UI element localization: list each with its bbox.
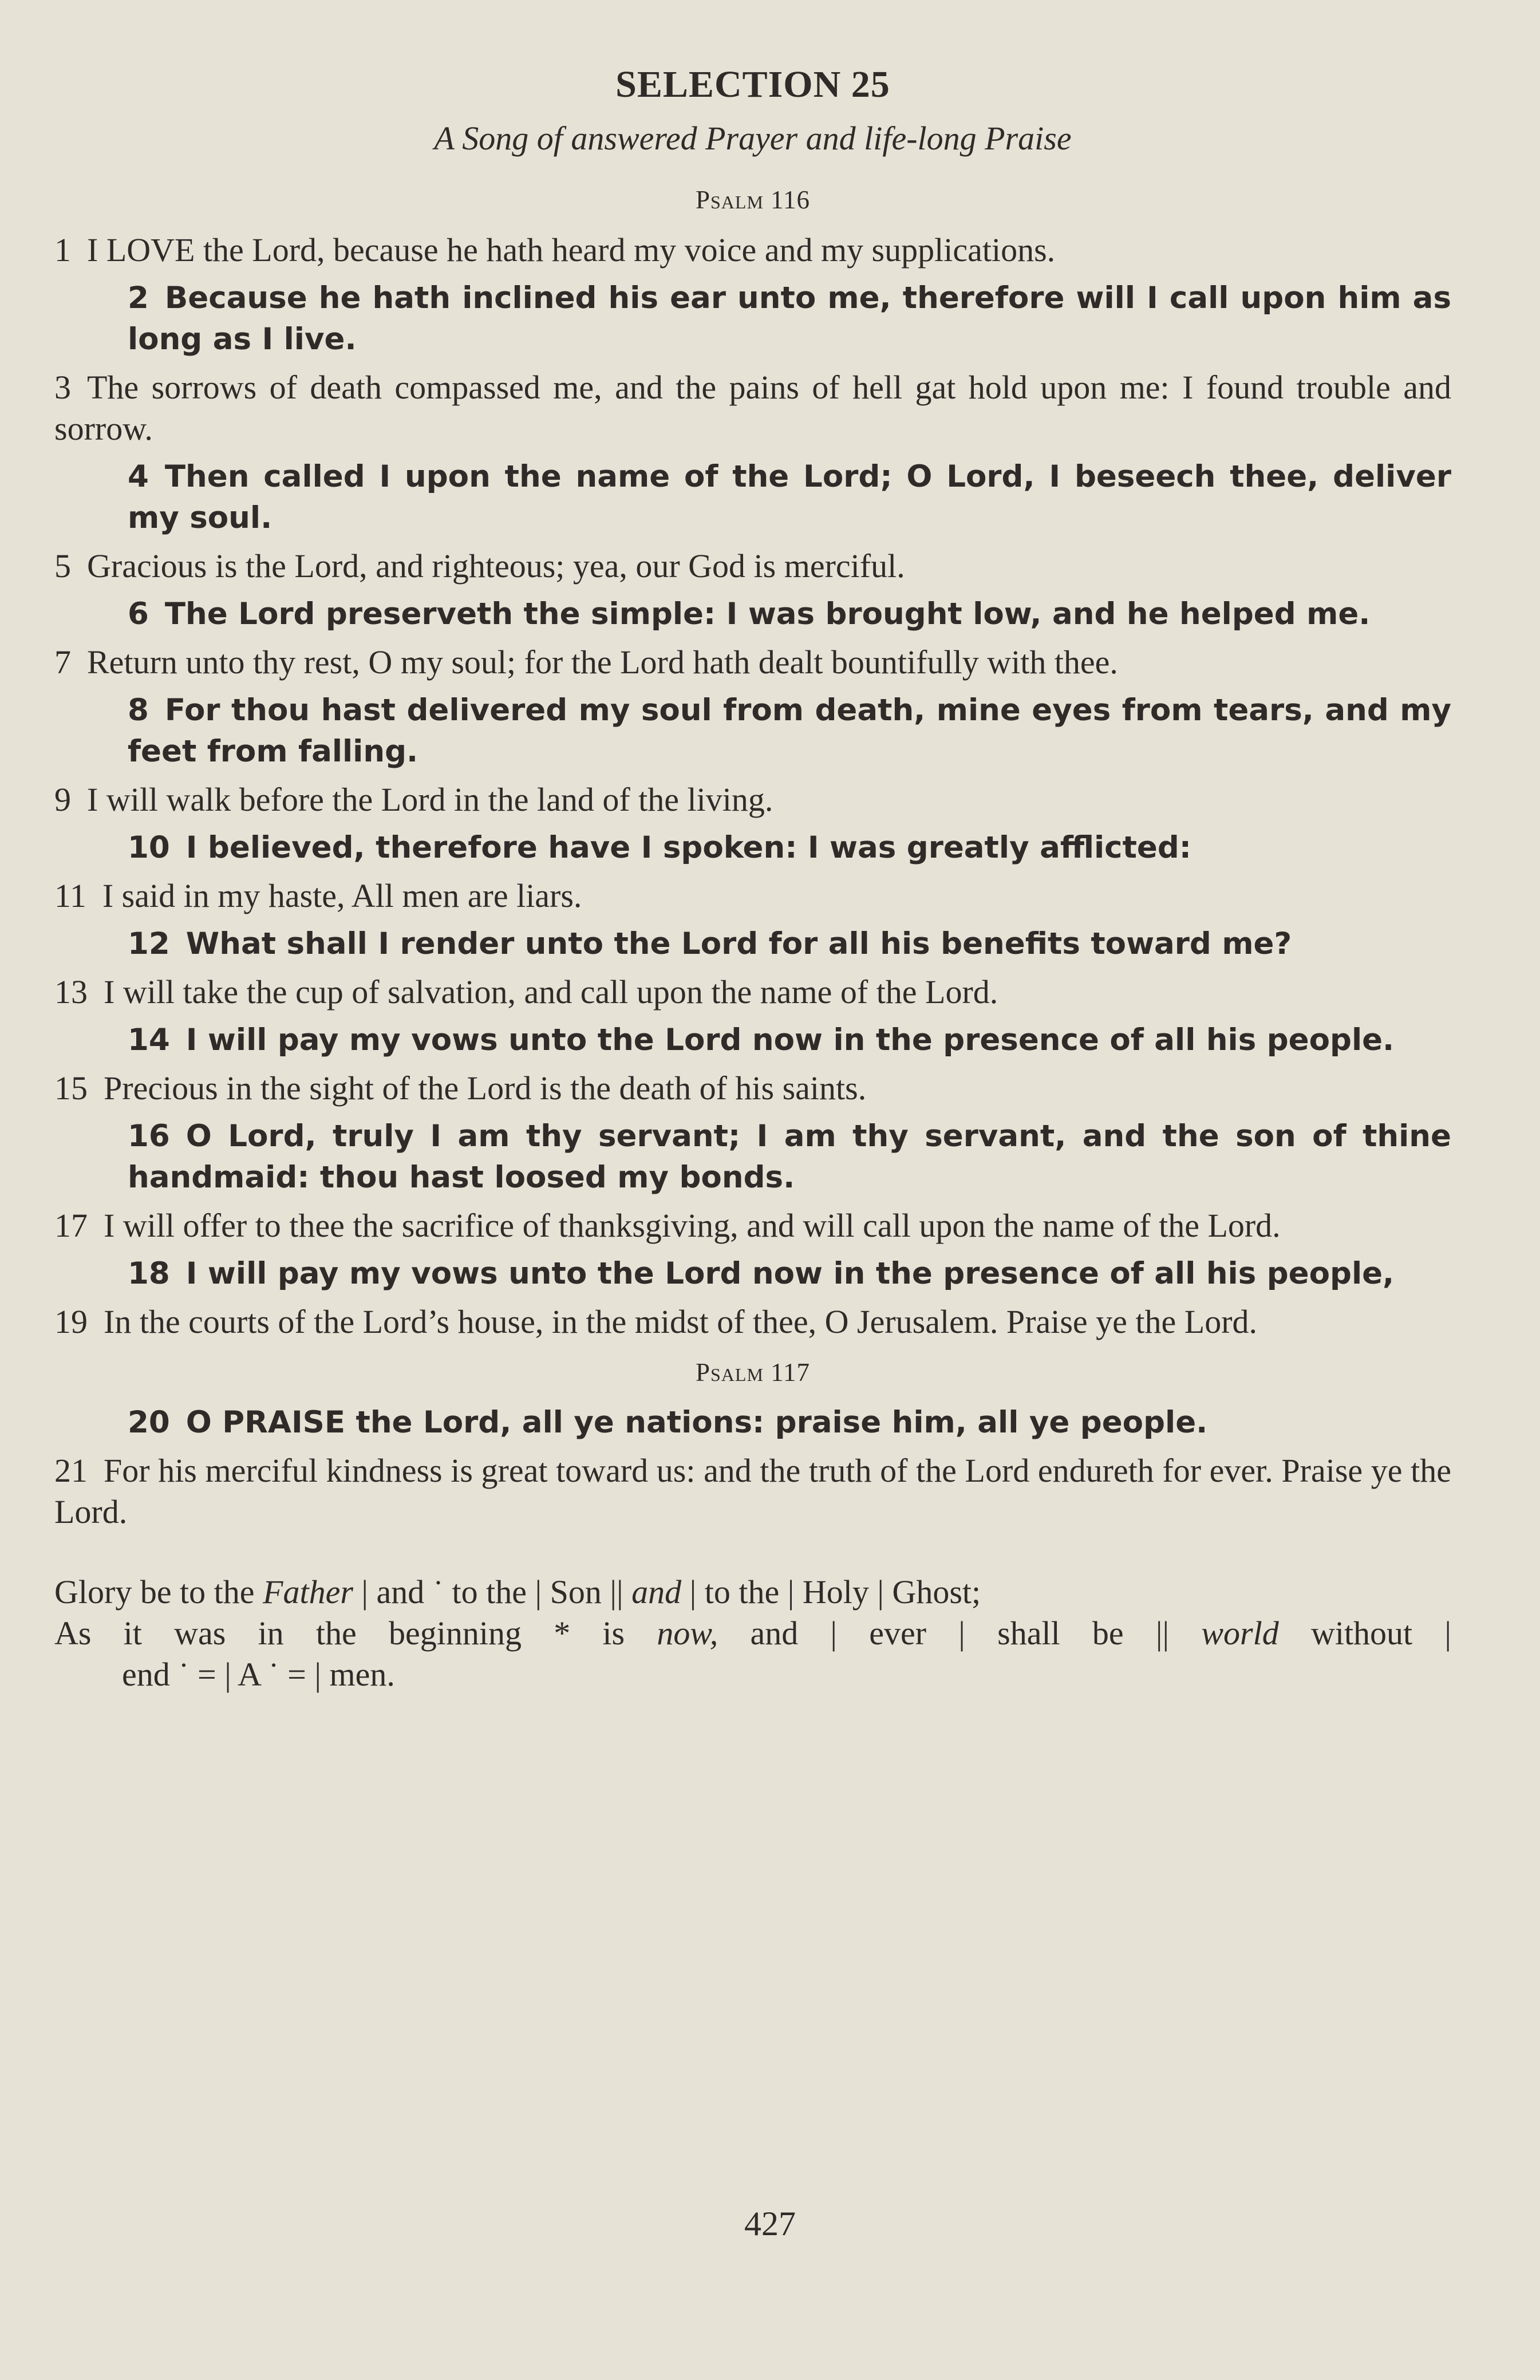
verse-number: 5 (54, 547, 71, 585)
verse-number: 16 (128, 1119, 170, 1154)
psalm-heading: Psalm 116 (695, 185, 810, 214)
verse-number: 17 (54, 1207, 88, 1244)
verse-number: 1 (54, 231, 71, 269)
verse (54, 923, 1451, 965)
verse (54, 779, 1451, 820)
verse (54, 1116, 1451, 1198)
verse (54, 230, 1451, 271)
verse (54, 1301, 1451, 1343)
selection-title: SELECTION 25 (615, 64, 890, 105)
verse-text: I will pay my vows unto the Lord now in the presence of all his people. (185, 1023, 1395, 1057)
psalm-heading: Psalm 117 (695, 1358, 810, 1387)
verse (54, 1068, 1451, 1109)
verse-text: O Lord, truly I am thy servant; I am thy servant, and the son of thine handmaid: thou hast loosed my bonds. (128, 1119, 1451, 1195)
verse-number: 20 (128, 1405, 170, 1440)
verse (54, 1253, 1451, 1294)
verse-number: 9 (54, 781, 71, 818)
verse (54, 367, 1451, 449)
verse-number: 10 (128, 830, 170, 865)
verse-text: O PRAISE the Lord, all ye nations: praise him, all ye people. (185, 1405, 1208, 1440)
verse (54, 972, 1451, 1013)
verse-text: Precious in the sight of the Lord is the death of his saints. (104, 1069, 867, 1107)
verse-number: 6 (128, 597, 149, 631)
verse-text: The sorrows of death compassed me, and the pains of hell gat hold upon me: I found trouble and sorrow. (54, 369, 1451, 447)
page-number: 427 (744, 2205, 796, 2243)
verse (54, 1205, 1451, 1246)
verse-text: I LOVE the Lord, because he hath heard my voice and my supplications. (87, 231, 1056, 269)
gloria-line: Glory be to the Father | and ˙ to the | Son || and | to the | Holy | Ghost; (54, 1573, 981, 1611)
verse (54, 594, 1451, 635)
gloria-patri (54, 1572, 1451, 1695)
verse-text: Gracious is the Lord, and righteous; yea, our God is merciful. (87, 547, 905, 585)
psalm-117-verses (54, 1402, 1451, 1533)
verse-text: I believed, therefore have I spoken: I was greatly afflicted: (185, 830, 1191, 865)
verse-number: 13 (54, 973, 88, 1011)
verse-text: For thou hast delivered my soul from death, mine eyes from tears, and my feet from falling. (128, 693, 1451, 769)
psalm-116-verses (54, 230, 1451, 1343)
verse-number: 2 (128, 281, 149, 315)
verse-number: 7 (54, 644, 71, 681)
verse-text: I will walk before the Lord in the land of the living. (87, 781, 773, 818)
verse-number: 15 (54, 1069, 88, 1107)
verse-text: Return unto thy rest, O my soul; for the Lord hath dealt bountifully with thee. (87, 644, 1118, 681)
verse-number: 14 (128, 1023, 170, 1057)
verse-number: 18 (128, 1256, 170, 1291)
page (54, 63, 1451, 1695)
verse (54, 827, 1451, 869)
verse-text: For his merciful kindness is great toward us: and the truth of the Lord endureth for ever. Praise ye the Lord. (54, 1452, 1451, 1530)
verse-number: 19 (54, 1303, 88, 1340)
verse-text: The Lord preserveth the simple: I was brought low, and he helped me. (164, 597, 1371, 631)
verse-text: Then called I upon the name of the Lord; O Lord, I beseech thee, deliver my soul. (128, 459, 1451, 535)
gloria-line: As it was in the beginning * is now, and | ever | shall be || world without | (54, 1615, 1452, 1652)
verse-number: 11 (54, 877, 86, 914)
gloria-line: end ˙ = | A ˙ = | men. (122, 1656, 395, 1693)
verse (54, 690, 1451, 772)
verse (54, 875, 1451, 917)
verse-text: What shall I render unto the Lord for all his benefits toward me? (185, 926, 1292, 961)
verse (54, 546, 1451, 587)
verse (54, 278, 1451, 360)
verse-number: 8 (128, 693, 149, 728)
verse-text: I said in my haste, All men are liars. (102, 877, 582, 914)
verse-number: 12 (128, 926, 170, 961)
verse-text: Because he hath inclined his ear unto me, therefore will I call upon him as long as I live. (128, 281, 1451, 357)
verse-number: 3 (54, 369, 71, 406)
verse-number: 4 (128, 459, 149, 494)
verse-text: I will take the cup of salvation, and call upon the name of the Lord. (104, 973, 998, 1011)
verse-text: I will pay my vows unto the Lord now in the presence of all his people, (185, 1256, 1395, 1291)
verse (54, 1402, 1451, 1443)
selection-subtitle: A Song of answered Prayer and life-long Praise (434, 120, 1072, 157)
verse-text: I will offer to thee the sacrifice of thanksgiving, and will call upon the name of the Lord. (104, 1207, 1281, 1244)
verse (54, 1450, 1451, 1533)
verse (54, 456, 1451, 539)
verse (54, 642, 1451, 683)
verse-number: 21 (54, 1452, 88, 1489)
verse-text: In the courts of the Lord’s house, in the midst of thee, O Jerusalem. Praise ye the Lord. (104, 1303, 1258, 1340)
verse (54, 1020, 1451, 1061)
